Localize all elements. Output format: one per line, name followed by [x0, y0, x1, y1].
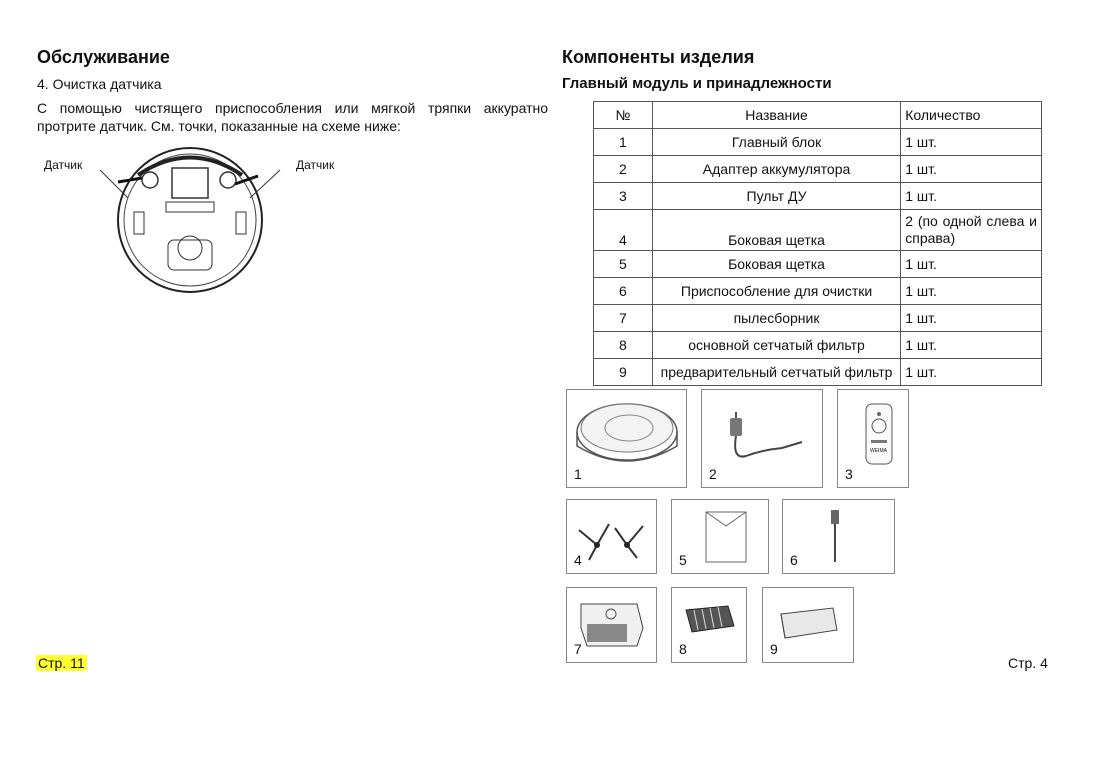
illustration-dustbin [566, 587, 657, 663]
header-name: Название [652, 102, 900, 129]
row-num: 7 [594, 305, 653, 332]
illustration-number: 5 [679, 552, 687, 568]
left-page-title: Обслуживание [37, 47, 170, 67]
table-row [594, 332, 1042, 359]
table-row [594, 156, 1042, 183]
illustration-side-brush [671, 499, 769, 574]
illustration-adapter [701, 389, 823, 488]
illustration-number: 2 [709, 466, 717, 482]
robot-vacuum-icon [567, 390, 686, 487]
row-num: 2 [594, 156, 653, 183]
remote-brand-label: WEIMA [870, 448, 887, 454]
row-name: Пульт ДУ [652, 183, 900, 210]
row-name: основной сетчатый фильтр [652, 332, 900, 359]
illustration-number: 3 [845, 466, 853, 482]
right-page-number: Стр. 4 [1008, 655, 1048, 671]
table-row [594, 359, 1042, 386]
row-qty: 1 шт. [901, 278, 1042, 305]
header-num: № [594, 102, 653, 129]
row-qty: 1 шт. [901, 251, 1042, 278]
table-row [594, 210, 1042, 251]
table-row [594, 278, 1042, 305]
row-name: Боковая щетка [652, 210, 900, 251]
right-page-subtitle: Главный модуль и принадлежности [562, 75, 832, 92]
left-page-subtitle: 4. Очистка датчика [37, 76, 162, 92]
left-page-number: Стр. 11 [38, 655, 85, 671]
row-qty: 1 шт. [901, 332, 1042, 359]
row-name: предварительный сетчатый фильтр [652, 359, 900, 386]
row-num: 6 [594, 278, 653, 305]
illustration-remote [837, 389, 909, 488]
row-qty: 1 шт. [901, 305, 1042, 332]
left-paragraph-line2: протрите датчик. См. точки, показанные на схеме ниже: [37, 118, 401, 134]
row-name: Адаптер аккумулятора [652, 156, 900, 183]
table-row [594, 129, 1042, 156]
header-qty: Количество [901, 102, 1042, 129]
row-qty: 1 шт. [901, 156, 1042, 183]
table-row [594, 305, 1042, 332]
table-header-row [594, 102, 1042, 129]
row-qty: 1 шт. [901, 183, 1042, 210]
row-num: 1 [594, 129, 653, 156]
illustration-number: 7 [574, 641, 582, 657]
row-name: пылесборник [652, 305, 900, 332]
components-table [593, 101, 1042, 386]
row-qty: 1 шт. [901, 359, 1042, 386]
row-num: 3 [594, 183, 653, 210]
row-num: 4 [594, 210, 653, 251]
illustration-main-unit [566, 389, 687, 488]
adapter-icon [702, 390, 822, 487]
table-row [594, 251, 1042, 278]
row-qty: 2 (по одной слева и справа) [901, 210, 1042, 251]
illustration-side-brushes [566, 499, 657, 574]
left-paragraph-line1: С помощью чистящего приспособления или мягкой тряпки аккуратно [37, 100, 548, 116]
row-num: 5 [594, 251, 653, 278]
illustration-number: 1 [574, 466, 582, 482]
illustration-number: 6 [790, 552, 798, 568]
illustration-pre-filter [762, 587, 854, 663]
right-page-title: Компоненты изделия [562, 47, 755, 67]
table-row [594, 183, 1042, 210]
row-num: 8 [594, 332, 653, 359]
cleaning-tool-icon [783, 500, 894, 573]
sensor-label-right: Датчик [296, 158, 335, 172]
row-num: 9 [594, 359, 653, 386]
illustration-main-filter [671, 587, 747, 663]
robot-bottom-diagram [90, 140, 290, 300]
illustration-number: 9 [770, 641, 778, 657]
sensor-label-left: Датчик [44, 158, 83, 172]
illustration-number: 8 [679, 641, 687, 657]
row-qty: 1 шт. [901, 129, 1042, 156]
row-name: Приспособление для очистки [652, 278, 900, 305]
illustration-cleaning-tool [782, 499, 895, 574]
illustration-number: 4 [574, 552, 582, 568]
row-name: Главный блок [652, 129, 900, 156]
row-name: Боковая щетка [652, 251, 900, 278]
